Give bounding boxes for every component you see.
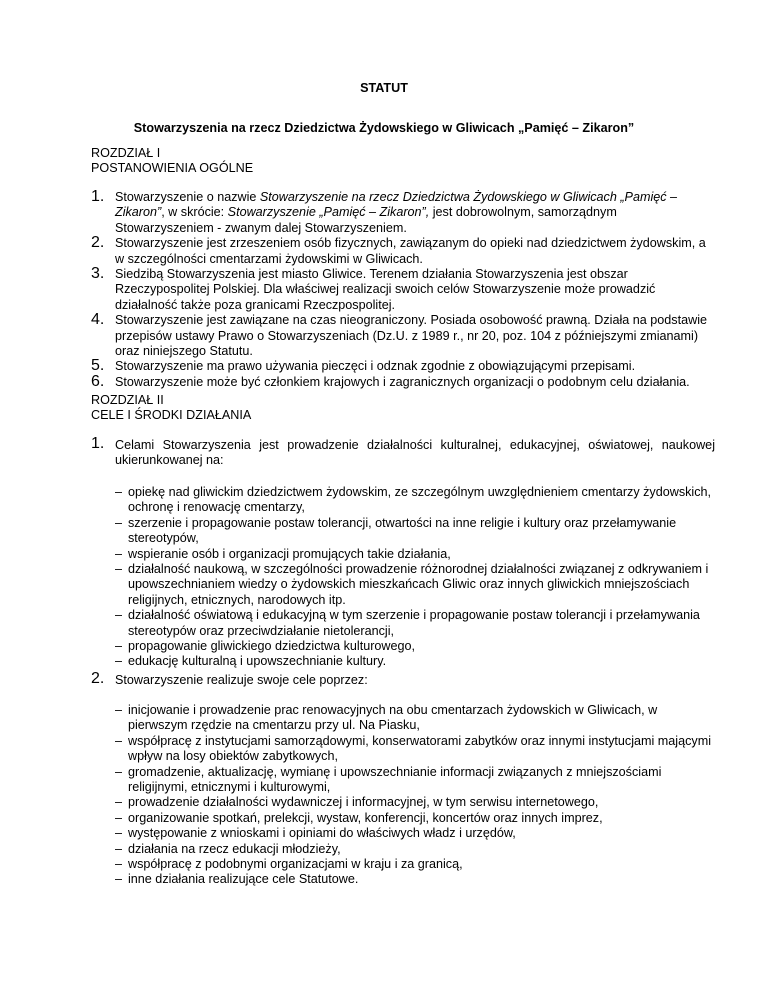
chapter-2-name: CELE I ŚRODKI DZIAŁANIA [91, 408, 252, 423]
section-1-number: 1. [91, 435, 105, 452]
paragraph-text: Stowarzyszenie ma prawo używania pieczęci i odznak zgodnie z obowiązującymi przepisami. [115, 359, 636, 374]
chapter-1-heading [91, 146, 691, 177]
paragraph-text: Stowarzyszenie o nazwie Stowarzyszenie na rzecz Dziedzictwa Żydowskiego w Gliwicach „Pamięć – Zikaron”, w skrócie: Stowarzyszenie „Pamięć – Zikaron”, jest dobrowolnym, samorządnym Stowarzyszeniem - zwanym dalej Stowarzyszeniem. [115, 190, 678, 235]
bullet-item: – opiekę nad gliwickim dziedzictwem żydowskim, ze szczególnym uwzględnieniem cmentarzy żydowskich, ochronę i renowację cmentarzy, [115, 485, 715, 516]
bullet-item: – prowadzenie działalności wydawniczej i informacyjnej, w tym serwisu internetowego, [115, 795, 715, 810]
bullet-item: – wspieranie osób i organizacji promujących takie działania, [115, 547, 715, 562]
paragraph-item [91, 190, 716, 236]
bullet-item: – edukację kulturalną i upowszechnianie kultury. [115, 654, 715, 669]
paragraph-text: Siedzibą Stowarzyszenia jest miasto Gliwice. Terenem działania Stowarzyszenia jest obszar Rzeczypospolitej Polskiej. Dla właściwej realizacji swoich celów Stowarzyszenie może prowadzić działalność także poza granicami Rzeczpospolitej. [115, 267, 656, 312]
section-1-bullets [115, 485, 715, 670]
bullet-item: – działania na rzecz edukacji młodzieży, [115, 842, 715, 857]
section-2-number: 2. [91, 670, 105, 687]
paragraph-text: Stowarzyszenie jest zawiązane na czas nieograniczony. Posiada osobowość prawną. Działa na podstawie przepisów ustawy Prawo o Stowarzyszeniach (Dz.U. z 1989 r., nr 20, poz. 104 z późniejszymi zmianami) oraz niniejszego Statutu. [115, 313, 707, 359]
bullet-item: – szerzenie i propagowanie postaw tolerancji, otwartości na inne religie i kultury oraz przełamywanie stereotypów, [115, 516, 715, 547]
chapter-2-heading [91, 393, 691, 424]
bullet-item: – działalność naukową, w szczególności prowadzenie różnorodnej działalności związanej z odkrywaniem i upowszechnianiem wiedzy o żydowskich mieszkańcach Gliwic oraz innych gliwickich mniejszościach religijnych, etnicznych, narodowych itp. [115, 562, 715, 608]
paragraph-number: 5. [91, 357, 105, 375]
paragraph-number: 3. [91, 265, 105, 283]
bullet-item: – organizowanie spotkań, prelekcji, wystaw, konferencji, koncertów oraz innych imprez, [115, 811, 715, 826]
paragraph-item [91, 313, 716, 359]
paragraph-item [91, 372, 716, 390]
section-2-bullets [115, 703, 715, 888]
chapter-2-label: ROZDZIAŁ II [91, 393, 164, 407]
paragraph-number: 1. [91, 188, 105, 205]
paragraph-text: Stowarzyszenie może być członkiem krajowych i zagranicznych organizacji o podobnym celu działania. [115, 374, 690, 389]
bullet-item: – występowanie z wnioskami i opiniami do właściwych władz i urzędów, [115, 826, 715, 841]
paragraph-item [91, 359, 716, 374]
paragraph-item [91, 236, 716, 267]
chapter-1-label: ROZDZIAŁ I [91, 146, 161, 160]
chapter-1-list [91, 190, 716, 390]
bullet-item: – propagowanie gliwickiego dziedzictwa kulturowego, [115, 639, 715, 654]
bullet-item: – współpracę z instytucjami samorządowymi, konserwatorami zabytków oraz innymi instytucjami mającymi wpływ na losy obiektów zabytkowych, [115, 734, 715, 765]
section-1-text: Celami Stowarzyszenia jest prowadzenie działalności kulturalnej, edukacyjnej, oświatowej, naukowej ukierunkowanej na: [115, 438, 715, 468]
paragraph-number: 2. [91, 234, 105, 252]
bullet-item: – współpracę z podobnymi organizacjami w kraju i za granicą, [115, 857, 715, 872]
bullet-item: – gromadzenie, aktualizację, wymianę i upowszechnianie informacji związanych z mniejszościami religijnymi, etnicznymi i kulturowymi, [115, 765, 715, 796]
paragraph-number: 6. [91, 372, 105, 390]
bullet-item: – działalność oświatową i edukacyjną w tym szerzenie i propagowanie postaw tolerancji i przełamywania stereotypów oraz przeciwdziałanie nietolerancji, [115, 608, 715, 639]
bullet-item: – inne działania realizujące cele Statutowe. [115, 872, 715, 887]
document-title: STATUT [360, 81, 408, 95]
paragraph-text: Stowarzyszenie jest zrzeszeniem osób fizycznych, zawiązanym do opieki nad dziedzictwem żydowskim, a w szczególności cmentarzami żydowskimi w Gliwicach. [115, 236, 706, 266]
paragraph-number: 4. [91, 311, 105, 329]
chapter-1-name: POSTANOWIENIA OGÓLNE [91, 161, 254, 176]
section-2-text: Stowarzyszenie realizuje swoje cele poprzez: [115, 673, 368, 687]
bullet-item: – inicjowanie i prowadzenie prac renowacyjnych na obu cmentarzach żydowskich w Gliwicach, w pierwszym rzędzie na cmentarzu przy ul. Na Piasku, [115, 703, 715, 734]
paragraph-item [91, 267, 716, 313]
document-subtitle: Stowarzyszenia na rzecz Dziedzictwa Żydowskiego w Gliwicach „Pamięć – Zikaron” [133, 121, 635, 135]
